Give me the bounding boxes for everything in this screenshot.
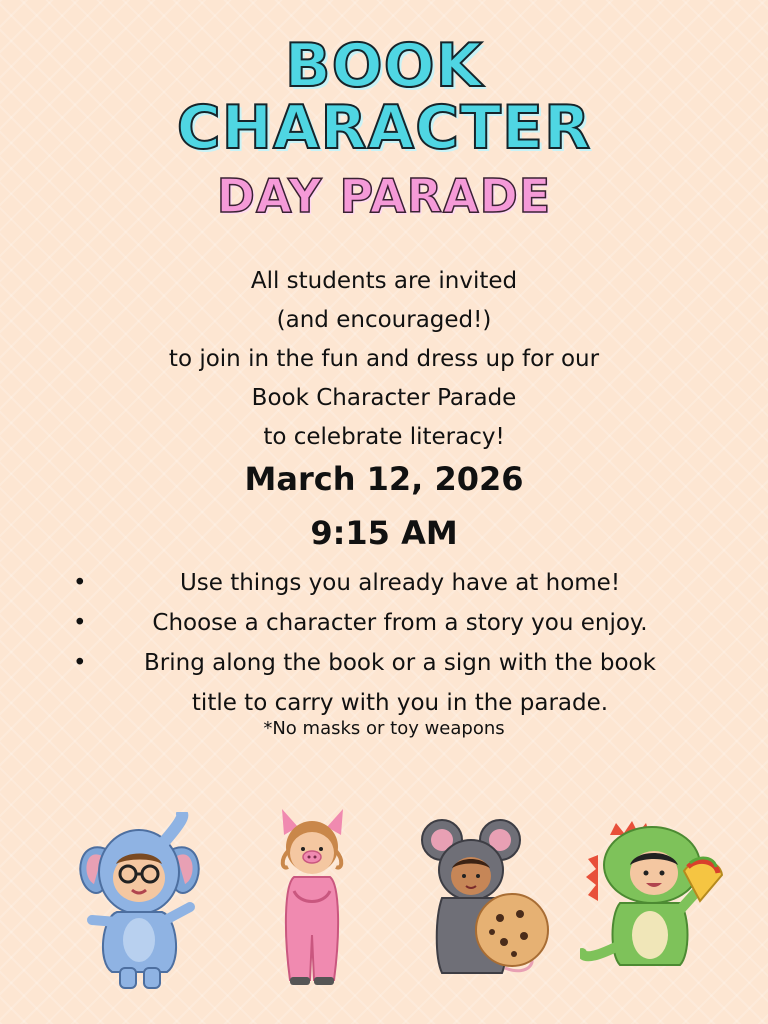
- list-item: [0, 603, 768, 643]
- intro-line: All students are invited: [250, 268, 518, 294]
- bullet-marker: •: [73, 610, 87, 636]
- list-item-text: Use things you already have at home!: [179, 570, 621, 596]
- event-date: March 12, 2026: [244, 460, 524, 498]
- dinosaur-costume-kid-illustration: [580, 815, 725, 975]
- intro-line: Book Character Parade: [251, 385, 517, 411]
- list-item: [0, 643, 768, 723]
- title-book: BOOK: [284, 31, 484, 101]
- title-day-parade: DAY PARADE: [216, 169, 552, 223]
- list-item-text-continued: title to carry with you in the parade.: [191, 690, 609, 716]
- intro-line: to celebrate literacy!: [263, 424, 505, 450]
- mouse-costume-kid-illustration: [420, 818, 552, 983]
- title-character: CHARACTER: [176, 93, 592, 163]
- elephant-costume-kid-illustration: [72, 812, 207, 992]
- list-item: [0, 563, 768, 603]
- list-item-text: Choose a character from a story you enjoy.: [152, 610, 648, 636]
- tips-list: [0, 563, 768, 723]
- intro-line: to join in the fun and dress up for our: [168, 346, 600, 372]
- bullet-marker: •: [73, 570, 87, 596]
- disclaimer-note: *No masks or toy weapons: [263, 718, 505, 739]
- pig-costume-kid-illustration: [270, 805, 355, 990]
- bullet-marker: •: [73, 650, 87, 676]
- list-item-text: Bring along the book or a sign with the book: [144, 650, 656, 676]
- intro-text: [0, 262, 768, 457]
- intro-line: (and encouraged!): [276, 307, 492, 333]
- event-time: 9:15 AM: [310, 514, 458, 552]
